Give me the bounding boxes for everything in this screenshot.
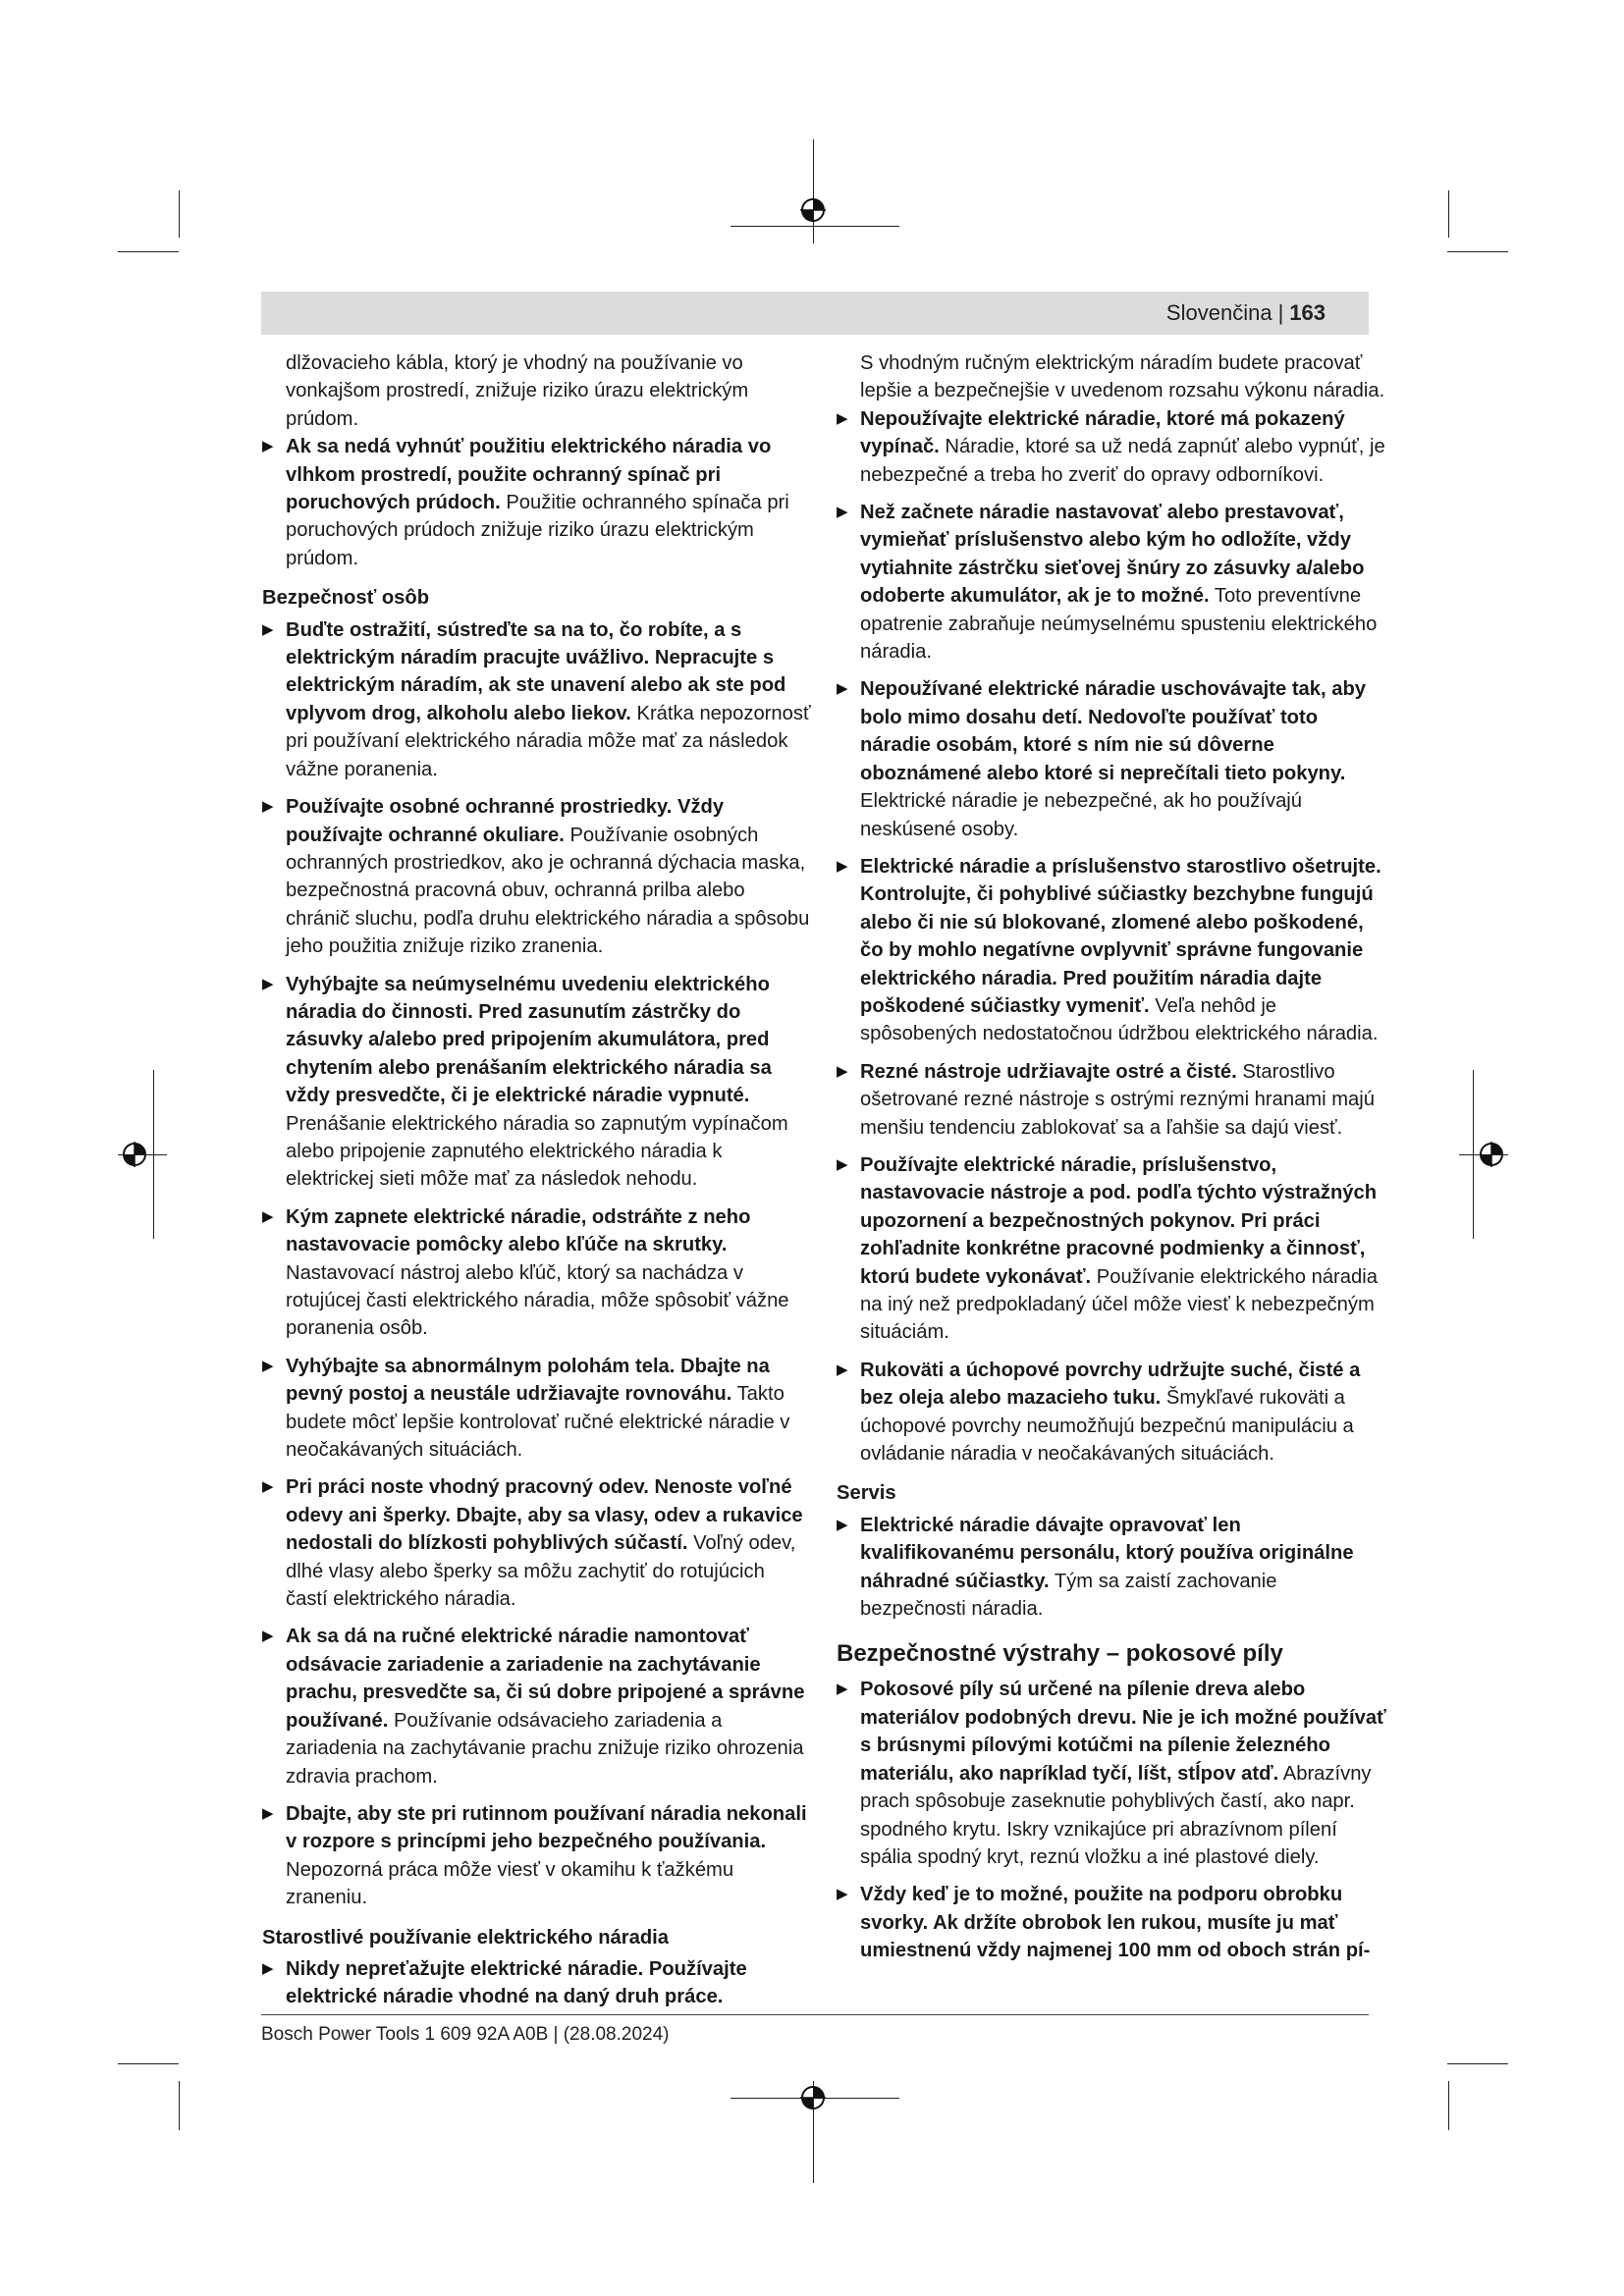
- bullet-list: [837, 1512, 1386, 1624]
- registration-line: [153, 1070, 154, 1239]
- warning-bold-text: Rukoväti a úchopové povrchy udržujte suché, čisté a bez oleja alebo mazacieho tuku.: [860, 1359, 1361, 1410]
- warning-bold-text: Dbajte, aby ste pri rutinnom používaní náradia nekonali v rozpore s princípmi jeho bezpečného používania.: [286, 1802, 807, 1853]
- section-heading: Starostlivé používanie elektrického náradia: [262, 1926, 670, 1949]
- warning-item: [837, 1357, 1386, 1468]
- bullet-triangle-icon: ▶: [837, 1516, 848, 1533]
- footer-text: Bosch Power Tools 1 609 92A A0B | (28.08.2024): [261, 2024, 670, 2045]
- bullet-list: [262, 433, 812, 572]
- warning-item: [262, 1800, 812, 1912]
- warning-item: [837, 1676, 1386, 1871]
- warning-body-text: Starostlivo ošetrované rezné nástroje s ostrými reznými hranami majú menšiu tendenciu zablokovať sa a ľahšie sa dajú viesť.: [860, 1060, 1375, 1139]
- bullet-triangle-icon: ▶: [837, 680, 848, 698]
- warning-body-text: Elektrické náradie je nebezpečné, ak ho používajú neskúsené osoby.: [860, 790, 1303, 840]
- warning-bold-text: Elektrické náradie a príslušenstvo starostlivo ošetrujte. Kontrolujte, či pohyblivé súčiastky bezchybne fungujú alebo či nie sú blokované, zlomené alebo poškodené, čo by mohlo negatívne ovplyvniť správne fungovanie elektrického náradia. Pred použitím náradia dajte poškodené súčiastky vymeniť.: [860, 855, 1381, 1017]
- bullet-triangle-icon: ▶: [837, 504, 848, 521]
- warning-item: [837, 405, 1386, 489]
- warning-bold-text: Vždy keď je to možné, použite na podporu obrobku svorky. Ak držíte obrobok len rukou, musíte ju mať umiestnenú vždy najmenej 100 mm od oboch strán pí-: [860, 1884, 1371, 1962]
- warning-item: [837, 499, 1386, 666]
- warning-bold-text: Ak sa dá na ručné elektrické náradie namontovať odsávacie zariadenie a zariadenie na zachytávanie prachu, presvedčte sa, či sú dobre pripojené a správne používané.: [286, 1626, 805, 1732]
- warning-bold-text: Kým zapnete elektrické náradie, odstráňte z neho nastavovacie pomôcky alebo kľúče na skrutky.: [286, 1205, 751, 1256]
- crop-mark: [1447, 2063, 1508, 2064]
- section-heading: Bezpečnosť osôb: [262, 587, 430, 610]
- warning-bold-text: Používajte elektrické náradie, príslušenstvo, nastavovacie nástroje a pod. podľa týchto výstražných upozornení a bezpečnostných pokynov. Pri práci zohľadnite konkrétne pracovné podmienky a činnosť, ktorú budete vykonávať.: [860, 1153, 1378, 1288]
- left-column: [262, 349, 812, 2011]
- bullet-triangle-icon: ▶: [837, 1361, 848, 1378]
- warning-bold-text: Pri práci noste vhodný pracovný odev. Nenoste voľné odevy ani šperky. Dbajte, aby sa vlasy, odev a rukavice nedostali do blízkosti pohyblivých súčastí.: [286, 1476, 803, 1555]
- registration-mark-left-icon: [122, 1142, 147, 1167]
- crop-mark: [118, 2063, 179, 2064]
- page-number: 163: [1289, 300, 1326, 325]
- warning-body-text: Používanie odsávacieho zariadenia a zariadenia na zachytávanie prachu znižuje riziko ohrozenia zdravia prachom.: [286, 1709, 804, 1788]
- warning-bold-text: Buďte ostražití, sústreďte sa na to, čo robíte, a s elektrickým náradím pracujte uvážlivo. Nepracujte s elektrickým náradím, ak ste unavení alebo ak ste pod vplyvom drog, alkoholu alebo liekov.: [286, 618, 786, 724]
- warning-bold-text: Vyhýbajte sa abnormálnym polohám tela. Dbajte na pevný postoj a neustále udržiavajte rovnováhu.: [286, 1355, 770, 1406]
- crop-mark: [1447, 251, 1508, 252]
- warning-item: [262, 1473, 812, 1613]
- bullet-triangle-icon: ▶: [262, 620, 274, 638]
- warning-body-text: Šmykľavé rukoväti a úchopové povrchy neumožňujú bezpečnú manipuláciu a ovládanie náradia v neočakávaných situáciách.: [860, 1387, 1354, 1466]
- crop-mark: [179, 2081, 180, 2130]
- warning-body-text: Tým sa zaistí zachovanie bezpečnosti náradia.: [860, 1570, 1277, 1621]
- warning-body-text: Nastavovací nástroj alebo kľúč, ktorý sa nachádza v rotujúcej časti elektrického náradia, môže spôsobiť vážne poranenia osôb.: [286, 1261, 789, 1340]
- registration-mark-bottom-icon: [800, 2085, 826, 2110]
- bullet-triangle-icon: ▶: [262, 1804, 274, 1822]
- crop-mark: [1448, 190, 1449, 238]
- warning-item: [262, 1623, 812, 1789]
- warning-body-text: Prenášanie elektrického náradia so zapnutým vypínačom alebo pripojenie zapnutého elektrického náradia k elektrickej sieti môže mať za následok nehodu.: [286, 1112, 788, 1191]
- continued-paragraph: S vhodným ručným elektrickým náradím budete pracovať lepšie a bezpečnejšie v uvedenom rozsahu výkonu náradia.: [860, 352, 1385, 402]
- warning-body-text: Veľa nehôd je spôsobených nedostatočnou údržbou elektrického náradia.: [860, 994, 1379, 1045]
- bullet-triangle-icon: ▶: [837, 857, 848, 875]
- bullet-triangle-icon: ▶: [262, 1628, 274, 1645]
- registration-line: [731, 226, 899, 227]
- bullet-triangle-icon: ▶: [837, 1155, 848, 1173]
- warning-body-text: Abrazívny prach spôsobuje zaseknutie pohyblivých častí, ako napr. spodného krytu. Iskry vznikajúce pri abrazívnom pílení spália spodný kryt, reznú vložku a iné plastové diely.: [860, 1762, 1372, 1868]
- bullet-triangle-icon: ▶: [837, 409, 848, 427]
- warning-body-text: Náradie, ktoré sa už nedá zapnúť alebo vypnúť, je nebezpečné a treba ho zveriť do opravy odborníkovi.: [860, 436, 1385, 486]
- bullet-list: [262, 1955, 812, 2011]
- warning-item: [837, 1512, 1386, 1624]
- subsection-title: Bezpečnostné výstrahy – pokosové píly: [837, 1640, 1283, 1668]
- warning-item: [262, 971, 812, 1194]
- bullet-triangle-icon: ▶: [262, 798, 274, 816]
- continued-paragraph: dlžovacieho kábla, ktorý je vhodný na používanie vo vonkajšom prostredí, znižuje riziko úrazu elektrickým prúdom.: [286, 352, 749, 430]
- warning-bold-text: Používajte osobné ochranné prostriedky. Vždy používajte ochranné okuliare.: [286, 796, 725, 846]
- warning-body-text: Krátka nepozornosť pri používaní elektrického náradia môže mať za následok vážne poranenia.: [286, 702, 811, 780]
- bullet-list: [837, 405, 1386, 1468]
- footer-rule: [261, 2014, 1369, 2015]
- warning-item: [262, 793, 812, 960]
- warning-body-text: Toto preventívne opatrenie zabraňuje neúmyselnému spusteniu elektrického náradia.: [860, 585, 1378, 664]
- registration-line: [1473, 1070, 1474, 1239]
- bullet-triangle-icon: ▶: [262, 438, 274, 455]
- header-separator: |: [1277, 300, 1284, 325]
- warning-item: [262, 1955, 812, 2011]
- crop-mark: [1448, 2081, 1449, 2130]
- bullet-triangle-icon: ▶: [262, 1357, 274, 1374]
- warning-item: [262, 1203, 812, 1343]
- registration-mark-top-icon: [800, 197, 826, 223]
- bullet-list: [837, 1676, 1386, 1964]
- warning-item: [837, 1058, 1386, 1142]
- warning-bold-text: Rezné nástroje udržiavajte ostré a čisté.: [860, 1060, 1237, 1083]
- warning-item: [262, 433, 812, 572]
- crop-mark: [118, 251, 179, 252]
- warning-bold-text: Nepoužívané elektrické náradie uschovávajte tak, aby bolo mimo dosahu detí. Nedovoľte používať toto náradie osobám, ktoré s ním nie sú dôverne oboznámené alebo ktoré si neprečítali tieto pokyny.: [860, 678, 1367, 784]
- right-column: [837, 349, 1386, 1965]
- warning-bold-text: Nepoužívajte elektrické náradie, ktoré má pokazený vypínač.: [860, 407, 1345, 458]
- warning-body-text: Voľný odev, dlhé vlasy alebo šperky sa môžu zachytiť do rotujúcich častí elektrického náradia.: [286, 1532, 796, 1611]
- warning-bold-text: Nikdy nepreťažujte elektrické náradie. Používajte elektrické náradie vhodné na daný druh práce.: [286, 1957, 747, 2008]
- warning-item: [837, 1881, 1386, 1964]
- warning-body-text: Použitie ochranného spínača pri poruchových prúdoch znižuje riziko úrazu elektrickým prúdom.: [286, 492, 789, 569]
- crop-mark: [179, 190, 180, 238]
- warning-body-text: Takto budete môcť lepšie kontrolovať ručné elektrické náradie v neočakávaných situáciách.: [286, 1383, 790, 1462]
- section-heading: Servis: [837, 1482, 896, 1505]
- bullet-triangle-icon: ▶: [262, 1959, 274, 1977]
- warning-body-text: Nepozorná práca môže viesť v okamihu k ťažkému zraneniu.: [286, 1858, 734, 1909]
- bullet-triangle-icon: ▶: [837, 1681, 848, 1698]
- bullet-triangle-icon: ▶: [262, 1478, 274, 1496]
- registration-line: [813, 139, 814, 243]
- bullet-list: [262, 616, 812, 1912]
- header-label: [1166, 300, 1326, 326]
- warning-bold-text: Vyhýbajte sa neúmyselnému uvedeniu elektrického náradia do činnosti. Pred zasunutím zástrčky do zásuvky a/alebo pred pripojením akumulátora, pred chytením alebo prenášaním elektrického náradia sa vždy presvedčte, či je elektrické náradie vypnuté.: [286, 973, 772, 1107]
- bullet-triangle-icon: ▶: [262, 1207, 274, 1225]
- warning-body-text: Používanie osobných ochranných prostriedkov, ako je ochranná dýchacia maska, bezpečnostná pracovná obuv, ochranná prilba alebo chránič sluchu, podľa druhu elektrického náradia a spôsobu jeho použitia znižuje riziko zranenia.: [286, 824, 810, 958]
- page-header: [261, 292, 1369, 335]
- warning-bold-text: Než začnete náradie nastavovať alebo prestavovať, vymieňať príslušenstvo alebo kým ho odložíte, vždy vytiahnite zástrčku sieťovej šnúry zo zásuvky a/alebo odoberte akumulátor, ak je to možné.: [860, 502, 1365, 608]
- bullet-triangle-icon: ▶: [262, 975, 274, 992]
- warning-item: [262, 1353, 812, 1465]
- bullet-triangle-icon: ▶: [837, 1062, 848, 1080]
- warning-item: [837, 1151, 1386, 1347]
- warning-item: [837, 853, 1386, 1048]
- registration-mark-right-icon: [1479, 1142, 1504, 1167]
- bullet-triangle-icon: ▶: [837, 1886, 848, 1903]
- warning-bold-text: Pokosové píly sú určené na pílenie dreva alebo materiálov podobných drevu. Nie je ich možné používať s brúsnymi pílovými kotúčmi na pílenie železného materiálu, ako napríklad tyčí, líšt, stĺpov atď.: [860, 1679, 1386, 1785]
- warning-bold-text: Ak sa nedá vyhnúť použitiu elektrického náradia vo vlhkom prostredí, použite ochranný spínač pri poruchových prúdoch.: [286, 436, 772, 514]
- header-language: Slovenčina: [1165, 300, 1272, 325]
- warning-bold-text: Elektrické náradie dávajte opravovať len kvalifikovanému personálu, ktorý používa originálne náhradné súčiastky.: [860, 1514, 1354, 1592]
- warning-item: [837, 675, 1386, 842]
- warning-item: [262, 616, 812, 783]
- warning-body-text: Používanie elektrického náradia na iný než predpokladaný účel môže viesť k nebezpečným situáciám.: [860, 1265, 1378, 1344]
